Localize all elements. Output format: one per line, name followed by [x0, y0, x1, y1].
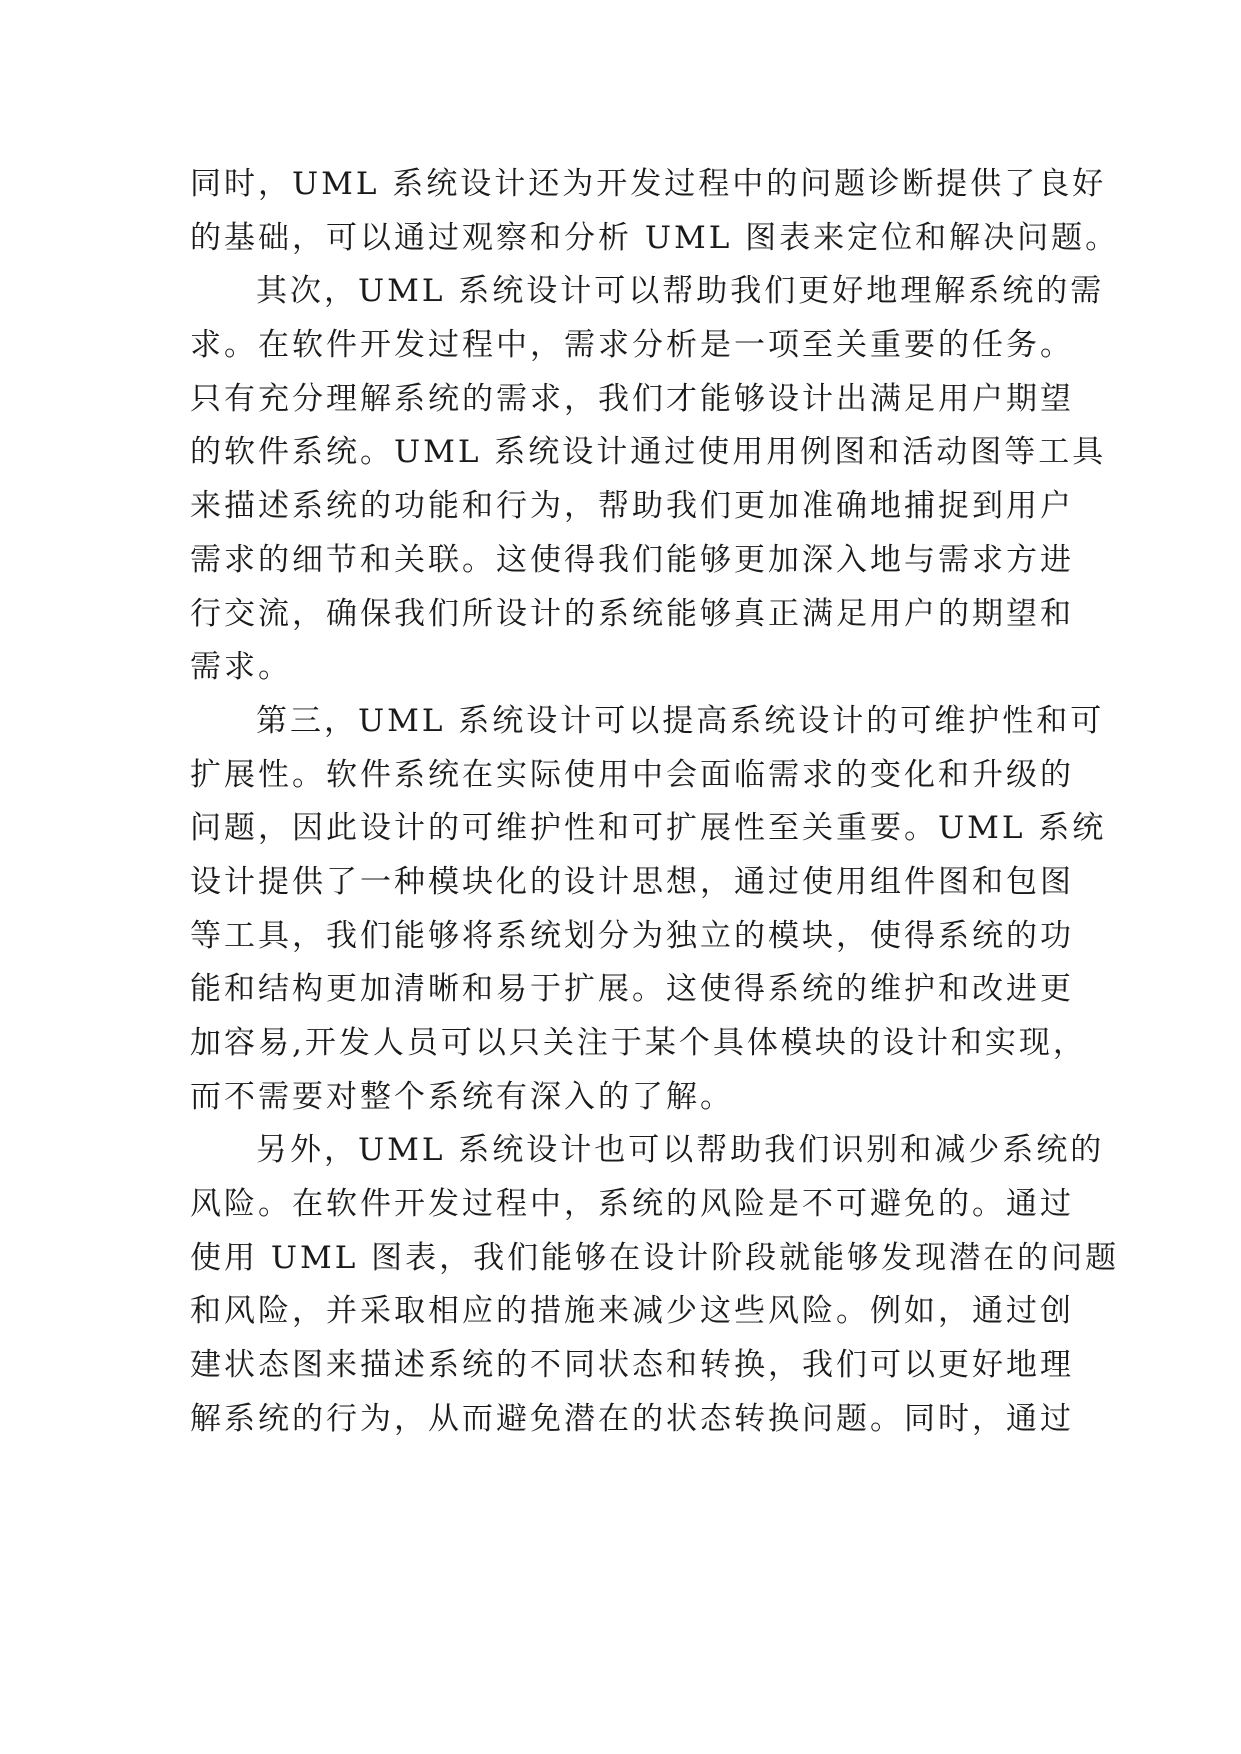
text-line: 加容易,开发人员可以只关注于某个具体模块的设计和实现， [190, 1025, 1087, 1061]
paragraph-4 [190, 1124, 1120, 1446]
text-line: 和风险，并采取相应的措施来减少这些风险。例如，通过创 [190, 1293, 1074, 1330]
text-line: 另外，UML 系统设计也可以帮助我们识别和减少系统的 [256, 1132, 1105, 1169]
text-line: 的软件系统。UML 系统设计通过使用用例图和活动图等工具 [190, 434, 1107, 471]
text-line: 其次，UML 系统设计可以帮助我们更好地理解系统的需 [256, 273, 1105, 310]
paragraph-1 [190, 158, 1120, 265]
text-line: 而不需要对整个系统有深入的了解。 [190, 1078, 734, 1115]
text-line: 能和结构更加清晰和易于扩展。这使得系统的维护和改进更 [190, 971, 1074, 1008]
text-line: 需求的细节和关联。这使得我们能够更加深入地与需求方进 [190, 541, 1074, 578]
text-line: 使用 UML 图表，我们能够在设计阶段就能够发现潜在的问题 [190, 1239, 1120, 1276]
text-line: 扩展性。软件系统在实际使用中会面临需求的变化和升级的 [190, 756, 1074, 793]
text-line: 第三，UML 系统设计可以提高系统设计的可维护性和可 [256, 702, 1105, 739]
text-line: 求。在软件开发过程中，需求分析是一项至关重要的任务。 [190, 327, 1074, 364]
document-body [190, 158, 1120, 1447]
text-line: 需求。 [190, 649, 292, 686]
text-line: 同时，UML 系统设计还为开发过程中的问题诊断提供了良好 [190, 166, 1107, 202]
text-line: 解系统的行为，从而避免潜在的状态转换问题。同时，通过 [190, 1400, 1074, 1437]
text-line: 只有充分理解系统的需求，我们才能够设计出满足用户期望 [190, 380, 1074, 417]
text-line: 问题，因此设计的可维护性和可扩展性至关重要。UML 系统 [190, 810, 1107, 847]
text-line: 的基础，可以通过观察和分析 UML 图表来定位和解决问题。 [190, 219, 1120, 256]
text-line: 行交流，确保我们所设计的系统能够真正满足用户的期望和 [190, 595, 1074, 632]
paragraph-2 [190, 265, 1107, 695]
paragraph-3 [190, 695, 1107, 1125]
text-line: 建状态图来描述系统的不同状态和转换，我们可以更好地理 [190, 1347, 1074, 1384]
text-line: 等工具，我们能够将系统划分为独立的模块，使得系统的功 [190, 917, 1074, 954]
text-line: 风险。在软件开发过程中，系统的风险是不可避免的。通过 [190, 1186, 1074, 1223]
text-line: 来描述系统的功能和行为，帮助我们更加准确地捕捉到用户 [190, 488, 1074, 525]
text-line: 设计提供了一种模块化的设计思想，通过使用组件图和包图 [190, 863, 1074, 900]
